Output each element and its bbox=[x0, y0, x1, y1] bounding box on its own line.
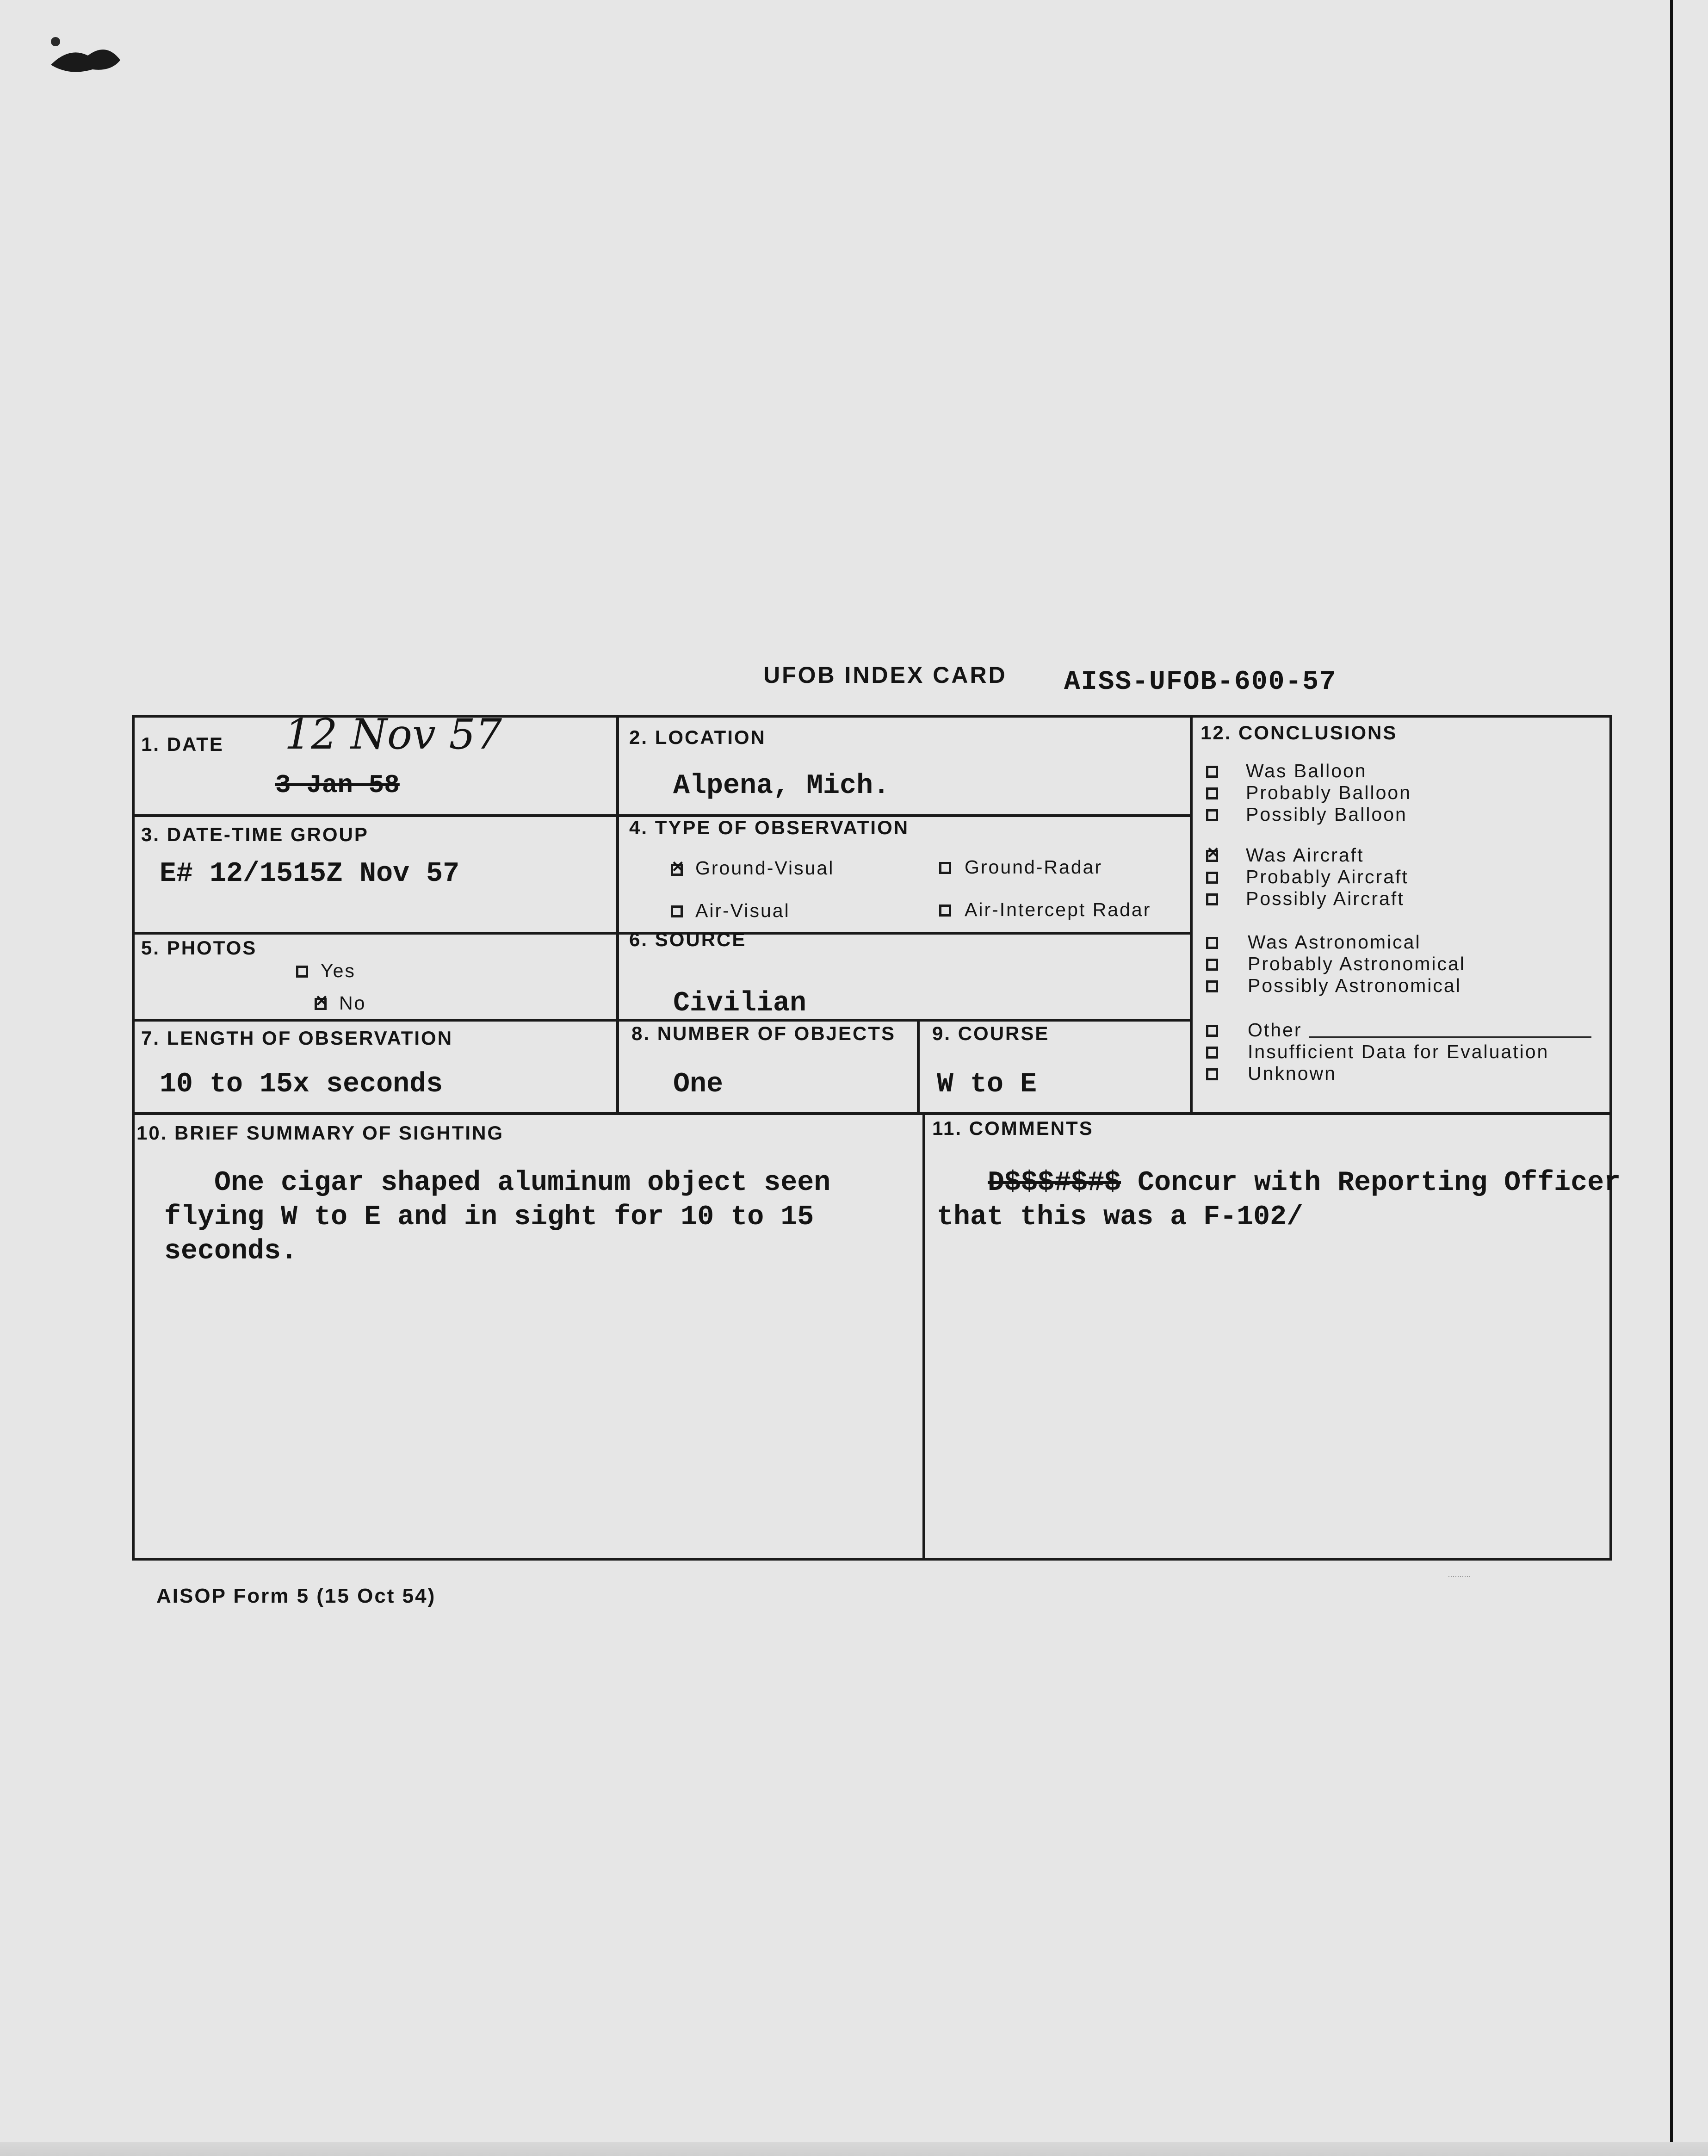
conclusion-possibly-astronomical: Possibly Astronomical bbox=[1248, 975, 1461, 996]
checkbox-probably-aircraft[interactable] bbox=[1206, 872, 1218, 884]
observation-type-label: 4. TYPE OF OBSERVATION bbox=[629, 817, 910, 838]
date-time-group-value: E# 12/1515Z Nov 57 bbox=[160, 858, 460, 890]
checkbox-was-astronomical[interactable] bbox=[1206, 937, 1218, 949]
summary-line-2: flying W to E and in sight for 10 to 15 bbox=[164, 1202, 814, 1233]
comments-line-1: Concur with Reporting Officer bbox=[1121, 1167, 1621, 1199]
checkbox-air-intercept-radar[interactable] bbox=[939, 905, 951, 917]
option-air-visual: Air-Visual bbox=[695, 900, 790, 921]
option-photos-yes: Yes bbox=[321, 960, 356, 981]
checkbox-photos-no[interactable] bbox=[315, 998, 327, 1010]
date-handwritten: 12 Nov 57 bbox=[285, 710, 502, 759]
length-value: 10 to 15x seconds bbox=[160, 1069, 443, 1100]
conclusion-possibly-balloon: Possibly Balloon bbox=[1246, 804, 1407, 825]
date-struck: 3 Jan 58 bbox=[275, 770, 400, 800]
comments-line-2: that this was a F-102/ bbox=[937, 1202, 1304, 1233]
course-value: W to E bbox=[937, 1069, 1037, 1100]
option-photos-no: No bbox=[339, 992, 366, 1014]
form-identifier: AISOP Form 5 (15 Oct 54) bbox=[156, 1585, 436, 1607]
conclusion-insufficient-data: Insufficient Data for Evaluation bbox=[1248, 1041, 1549, 1062]
conclusion-was-astronomical: Was Astronomical bbox=[1248, 931, 1421, 953]
checkbox-possibly-astronomical[interactable] bbox=[1206, 980, 1218, 992]
checkbox-probably-balloon[interactable] bbox=[1206, 787, 1218, 799]
date-label: 1. DATE bbox=[141, 733, 224, 755]
location-label: 2. LOCATION bbox=[629, 726, 766, 748]
option-ground-visual: Ground-Visual bbox=[695, 857, 835, 879]
checkbox-possibly-balloon[interactable] bbox=[1206, 809, 1218, 821]
length-label: 7. LENGTH OF OBSERVATION bbox=[141, 1027, 453, 1049]
number-of-objects-value: One bbox=[673, 1069, 724, 1100]
checkbox-unknown[interactable] bbox=[1206, 1068, 1218, 1080]
checkbox-possibly-aircraft[interactable] bbox=[1206, 893, 1218, 905]
checkbox-probably-astronomical[interactable] bbox=[1206, 959, 1218, 971]
photos-label: 5. PHOTOS bbox=[141, 937, 257, 959]
option-ground-radar: Ground-Radar bbox=[965, 856, 1103, 878]
conclusion-probably-aircraft: Probably Aircraft bbox=[1246, 866, 1409, 887]
checkbox-was-aircraft[interactable] bbox=[1206, 850, 1218, 862]
checkbox-ground-radar[interactable] bbox=[939, 862, 951, 874]
course-label: 9. COURSE bbox=[932, 1022, 1050, 1044]
checkbox-air-visual[interactable] bbox=[671, 905, 683, 917]
summary-label: 10. BRIEF SUMMARY OF SIGHTING bbox=[136, 1122, 504, 1144]
summary-line-1: One cigar shaped aluminum object seen bbox=[164, 1167, 831, 1199]
conclusion-probably-balloon: Probably Balloon bbox=[1246, 782, 1411, 803]
checkbox-photos-yes[interactable] bbox=[296, 966, 308, 978]
conclusion-was-aircraft: Was Aircraft bbox=[1246, 844, 1364, 866]
conclusion-was-balloon: Was Balloon bbox=[1246, 760, 1367, 781]
checkbox-insufficient-data[interactable] bbox=[1206, 1047, 1218, 1059]
source-label: 6. SOURCE bbox=[629, 929, 747, 950]
checkbox-other[interactable] bbox=[1206, 1025, 1218, 1037]
comments-label: 11. COMMENTS bbox=[932, 1117, 1094, 1139]
location-value: Alpena, Mich. bbox=[673, 770, 890, 802]
corner-smudge bbox=[42, 28, 130, 79]
printer-mark: ·········· bbox=[1448, 1573, 1471, 1580]
ufob-index-card bbox=[132, 710, 1621, 1561]
other-fill-line bbox=[1309, 1036, 1591, 1038]
checkbox-was-balloon[interactable] bbox=[1206, 766, 1218, 778]
conclusion-other: Other bbox=[1248, 1019, 1302, 1041]
page-edge-bottom bbox=[0, 2142, 1708, 2156]
number-of-objects-label: 8. NUMBER OF OBJECTS bbox=[631, 1022, 896, 1044]
case-number: AISS-UFOB-600-57 bbox=[1064, 667, 1337, 697]
conclusion-probably-astronomical: Probably Astronomical bbox=[1248, 953, 1466, 974]
conclusion-unknown: Unknown bbox=[1248, 1063, 1337, 1084]
card-title: UFOB INDEX CARD bbox=[763, 662, 1007, 688]
page-edge-right bbox=[1670, 0, 1673, 2156]
option-air-intercept-radar: Air-Intercept Radar bbox=[965, 899, 1151, 920]
checkbox-ground-visual[interactable] bbox=[671, 864, 683, 876]
conclusions-label: 12. CONCLUSIONS bbox=[1201, 722, 1398, 743]
conclusion-possibly-aircraft: Possibly Aircraft bbox=[1246, 888, 1405, 909]
comments-struck-text: D$$$#$#$ bbox=[988, 1167, 1121, 1199]
date-time-group-label: 3. DATE-TIME GROUP bbox=[141, 824, 369, 845]
source-value: Civilian bbox=[673, 988, 807, 1019]
summary-line-3: seconds. bbox=[164, 1236, 298, 1267]
